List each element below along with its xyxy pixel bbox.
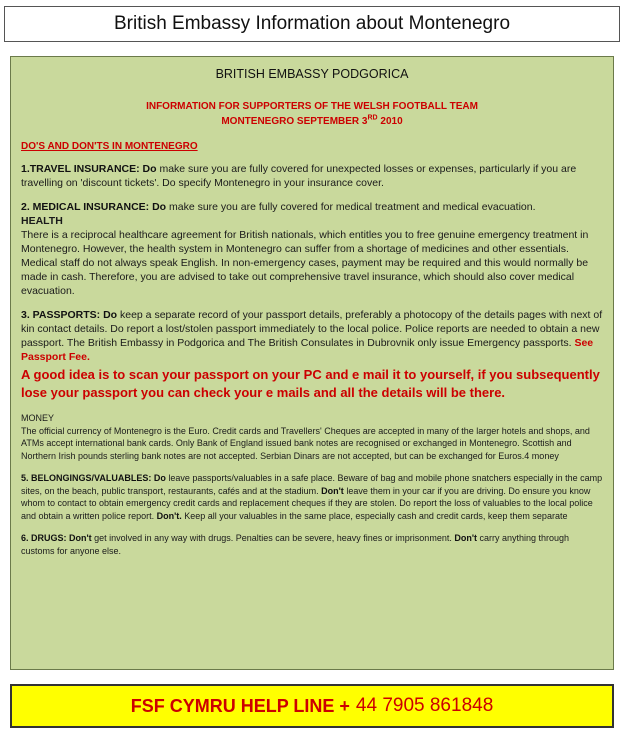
info-line-2-sup: RD [367, 114, 378, 122]
money-text: The official currency of Montenegro is the Euro. Credit cards and Travellers' Cheques are accepted in many of the larger hotels and shops, and ATMs accept international bank cards. Only Bank of England issued bank notes are recognised or exchanged in Montenegro. Scottish and Northern Irish pounds sterling bank notes are not accepted. Serbian Dinars are not accepted, but can be exchanged for Euros.4 money [21, 425, 590, 461]
page-title: British Embassy Information about Montenegro [4, 6, 620, 42]
help-line-banner [10, 684, 614, 728]
drugs-head: 6. DRUGS: Don't [21, 533, 92, 543]
health-heading: HEALTH [21, 215, 63, 227]
embassy-name: BRITISH EMBASSY PODGORICA [215, 67, 409, 81]
passports-text: keep a separate record of your passport details, preferably a photocopy of the details pages with next of kin contact details. Do report a lost/stolen passport immediately to the local police. Police reports are needed to obtain a new passport. The British Embassy in Podgorica and The British Consulates in Dubrovnik only issue Emergency passports. [21, 309, 603, 349]
medical-insurance-section [21, 200, 603, 298]
info-line-2-suffix: 2010 [377, 116, 403, 127]
belongings-dont-2: Don't. [156, 510, 182, 521]
info-line-1: INFORMATION FOR SUPPORTERS OF THE WELSH FOOTBALL TEAM [146, 101, 478, 112]
drugs-section [21, 532, 603, 557]
money-section [21, 412, 603, 462]
medical-insurance-text: make sure you are fully covered for medical treatment and medical evacuation. [166, 201, 536, 213]
help-line-label: FSF CYMRU HELP LINE + [130, 695, 350, 716]
passports-head: 3. PASSPORTS: Do [21, 309, 118, 321]
belongings-text-2: leave them in your car if you are driving. Do ensure you know whom to contact to obtain emergency credit cards and replacement cheques if they are stolen. Do report the loss of valuables to the local police and obtain a written police report. [21, 485, 593, 521]
info-heading [21, 99, 603, 129]
passport-scan-tip: A good idea is to scan your passport on your PC and e mail it to yourself, if you subsequently lose your passport you can check your e mails and all the details will be there. [21, 367, 600, 400]
belongings-text-3: Keep all your valuables in the same place, especially cash and credit cards, keep them separate [181, 510, 568, 521]
travel-insurance-section [21, 162, 603, 190]
health-text: There is a reciprocal healthcare agreement for British nationals, which entitles you to free genuine emergency treatment in Montenegro. However, the health system in Montenegro can suffer from a shortage of medicines and other essentials. Medical staff do not always speak English. In non-emergency cases, payment may be required and this would normally be made in cash. Therefore, you are advised to take out comprehensive travel insurance, which should also cover medical evacuation. [21, 229, 589, 297]
help-line-number[interactable]: 44 7905 861848 [355, 695, 494, 716]
belongings-head: 5. BELONGINGS/VALUABLES: Do [21, 473, 166, 483]
drugs-dont: Don't [454, 533, 477, 543]
belongings-dont-1: Don't [321, 485, 344, 496]
drugs-text-2: carry anything through customs for anyone else. [21, 533, 570, 556]
embassy-document [10, 56, 614, 670]
money-heading: MONEY [21, 413, 55, 423]
dos-and-donts-heading: DO'S AND DON'TS IN MONTENEGRO [21, 141, 198, 152]
info-line-2-prefix: MONTENEGRO SEPTEMBER 3 [221, 116, 368, 127]
travel-insurance-text: make sure you are fully covered for unexpected losses or expenses, particularly if you are travelling on 'discount tickets'. Do specify Montenegro in your insurance cover. [21, 163, 577, 189]
belongings-section [21, 472, 603, 522]
belongings-text-1: leave passports/valuables in a safe place. Beware of bag and mobile phone snatchers especially in the camp sites, on the beach, public transport, restaurants, cafés and at the stadium. [21, 473, 603, 496]
drugs-text-1: get involved in any way with drugs. Penalties can be severe, heavy fines or imprisonment. [91, 533, 455, 543]
travel-insurance-head: 1.TRAVEL INSURANCE: Do [21, 163, 157, 175]
medical-insurance-head: 2. MEDICAL INSURANCE: Do [21, 201, 167, 213]
passport-fee-link[interactable]: See Passport Fee. [21, 337, 594, 363]
info-line-2 [21, 114, 603, 129]
passports-section [21, 308, 603, 364]
